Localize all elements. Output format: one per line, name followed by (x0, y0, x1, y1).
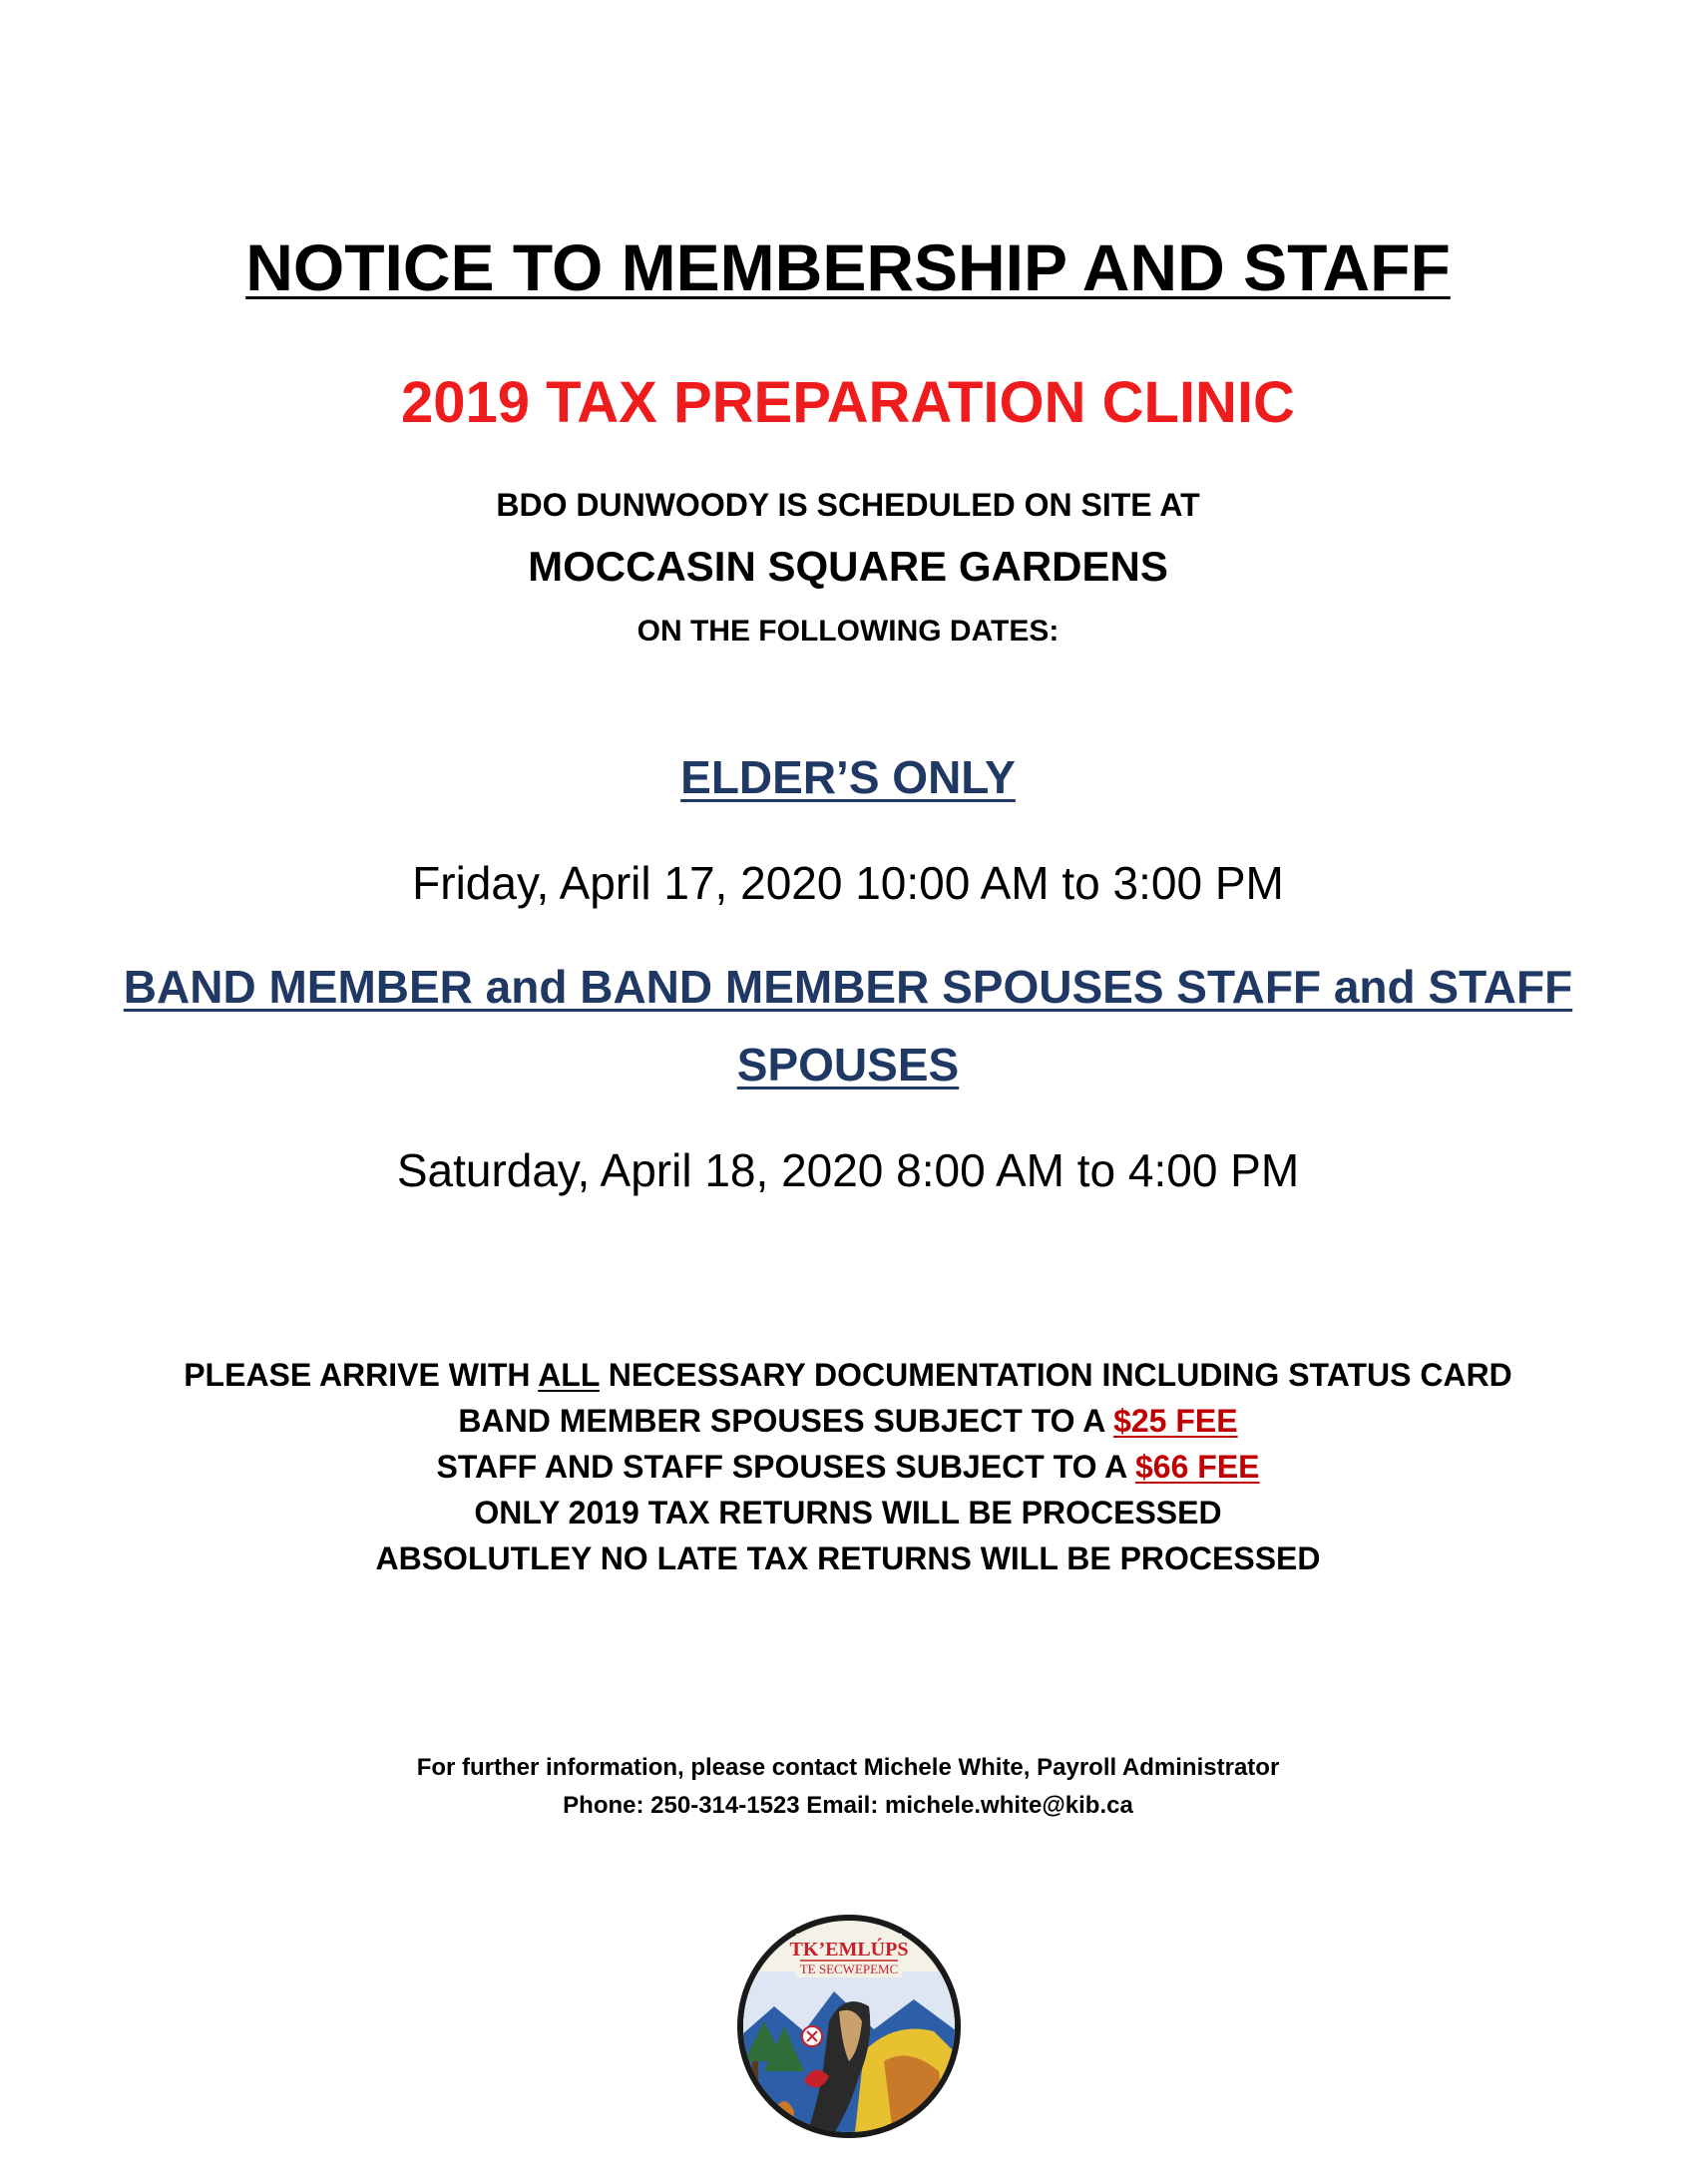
elders-session-date: Friday, April 17, 2020 10:00 AM to 3:00 PM (412, 857, 1284, 909)
tkemlups-seal-icon (734, 1912, 964, 2141)
scheduled-line: BDO DUNWOODY IS SCHEDULED ON SITE AT (496, 487, 1200, 523)
staff-fee-amount: $66 FEE (1134, 1449, 1260, 1485)
seal-text-top: TK’EMLÚPS (789, 1939, 909, 1961)
clinic-title: 2019 TAX PREPARATION CLINIC (401, 370, 1295, 435)
seal-text-bottom: TE SECWEPEMC (799, 1962, 899, 1976)
band-fee-amount: $25 FEE (1113, 1403, 1238, 1439)
note-documentation (0, 1357, 1696, 1394)
notice-title: NOTICE TO MEMBERSHIP AND STAFF (245, 230, 1451, 304)
note-staff-fee-pre: STAFF AND STAFF SPOUSES SUBJECT TO A (436, 1449, 1135, 1485)
note-documentation-all: ALL (538, 1357, 600, 1393)
contact-info-line2: Phone: 250-314-1523 Email: michele.white@kib.ca (563, 1792, 1133, 1819)
note-documentation-post: NECESSARY DOCUMENTATION INCLUDING STATUS CARD (599, 1357, 1512, 1393)
venue-name: MOCCASIN SQUARE GARDENS (528, 543, 1168, 590)
contact-info-line1: For further information, please contact Michele White, Payroll Administrator (416, 1754, 1280, 1781)
note-only-2019: ONLY 2019 TAX RETURNS WILL BE PROCESSED (474, 1495, 1222, 1530)
note-staff-fee (0, 1449, 1696, 1486)
note-band-fee-pre: BAND MEMBER SPOUSES SUBJECT TO A (458, 1403, 1114, 1439)
note-no-late: ABSOLUTLEY NO LATE TAX RETURNS WILL BE PROCESSED (375, 1540, 1321, 1576)
note-band-fee (0, 1403, 1696, 1440)
dates-intro: ON THE FOLLOWING DATES: (636, 615, 1060, 648)
band-session-heading-line1: BAND MEMBER and BAND MEMBER SPOUSES STAFF and STAFF (123, 961, 1573, 1013)
note-documentation-pre: PLEASE ARRIVE WITH (184, 1357, 539, 1393)
band-session-date: Saturday, April 18, 2020 8:00 AM to 4:00 PM (396, 1144, 1300, 1196)
elders-session-heading: ELDER’S ONLY (680, 751, 1016, 803)
band-session-heading-line2: SPOUSES (736, 1039, 960, 1091)
